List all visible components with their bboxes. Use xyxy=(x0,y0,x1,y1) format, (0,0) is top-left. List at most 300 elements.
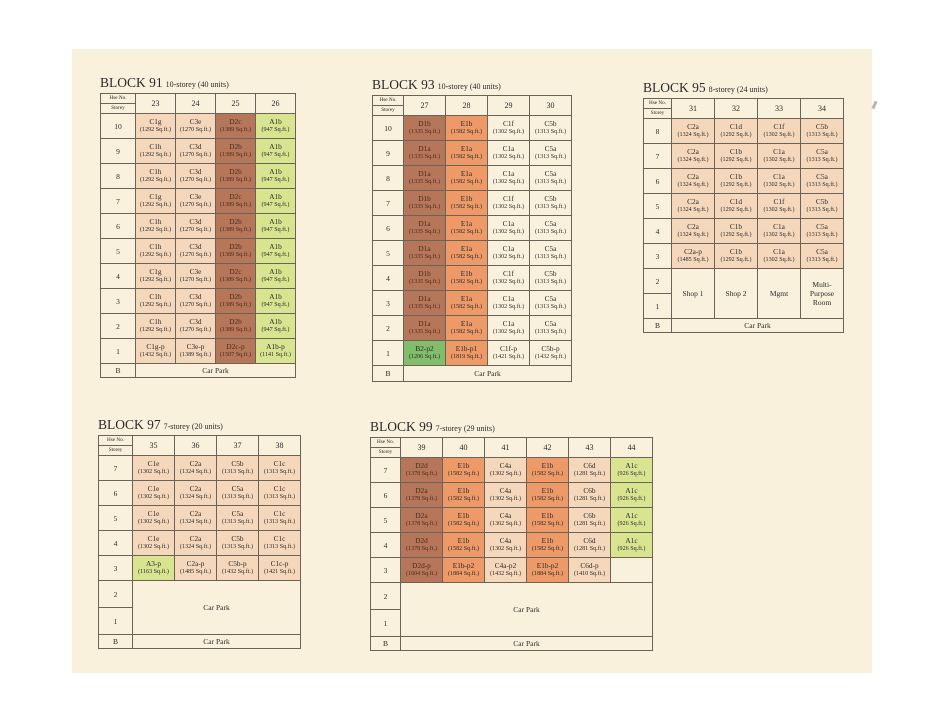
house-number: 25 xyxy=(216,94,256,114)
unit-cell xyxy=(530,291,572,316)
unit-cell xyxy=(672,194,715,219)
unit-area: (1313 Sq.ft.) xyxy=(535,153,566,160)
storey-row xyxy=(373,216,572,241)
storey-row xyxy=(101,289,296,314)
unit-cell xyxy=(758,194,801,219)
unit-cell xyxy=(136,314,176,339)
unit-area: (1582 Sq.ft.) xyxy=(451,203,482,210)
unit-cell xyxy=(259,531,301,556)
unit-area: (1313 Sq.ft.) xyxy=(535,328,566,335)
block-subtitle: 10-storey (40 units) xyxy=(165,80,229,89)
storey-row xyxy=(101,314,296,339)
storey-number: 1 xyxy=(101,339,136,364)
unit-area: (1324 Sq.ft.) xyxy=(180,493,211,500)
unit-cell xyxy=(404,191,446,216)
unit-area: (1389 Sq.ft.) xyxy=(220,151,251,158)
unit-cell xyxy=(136,189,176,214)
unit-type: C6d xyxy=(583,535,596,545)
block-name: BLOCK 93 xyxy=(372,77,435,92)
unit-area: (1292 Sq.ft.) xyxy=(140,226,171,233)
storey-label: Storey xyxy=(381,107,395,113)
storey-label: Storey xyxy=(111,105,125,111)
unit-type: A3-p xyxy=(146,558,161,568)
unit-area: (1270 Sq.ft.) xyxy=(180,276,211,283)
unit-type: D2d xyxy=(415,460,428,470)
unit-cell xyxy=(176,239,216,264)
unit-type: C2a xyxy=(687,171,699,181)
unit-cell xyxy=(672,144,715,169)
unit-type: D1a xyxy=(418,143,431,153)
unit-area: (1313 Sq.ft.) xyxy=(535,128,566,135)
storey-row xyxy=(373,291,572,316)
block-title xyxy=(643,78,844,98)
unit-area: (1292 Sq.ft.) xyxy=(140,326,171,333)
unit-cell xyxy=(404,141,446,166)
unit-cell xyxy=(758,244,801,269)
unit-type: D2a xyxy=(415,485,428,495)
unit-area: (1819 Sq.ft.) xyxy=(451,353,482,360)
unit-area: (947 Sq.ft.) xyxy=(261,151,290,158)
unit-area: (1410 Sq.ft.) xyxy=(574,570,605,577)
unit-cell xyxy=(176,314,216,339)
unit-area: (1389 Sq.ft.) xyxy=(220,226,251,233)
unit-cell xyxy=(611,508,653,533)
unit-area: (1378 Sq.ft.) xyxy=(406,545,437,552)
storey-row xyxy=(371,533,653,558)
unit-area: (1292 Sq.ft.) xyxy=(140,126,171,133)
pencil-mark xyxy=(871,101,877,110)
unit-type: C5b xyxy=(544,193,557,203)
unit-table xyxy=(370,437,653,651)
unit-cell xyxy=(216,114,256,139)
storey-number: 7 xyxy=(99,456,133,481)
unit-type: E1b xyxy=(457,535,470,545)
unit-cell xyxy=(133,456,175,481)
unit-type: C1f xyxy=(503,118,514,128)
unit-cell xyxy=(801,194,844,219)
house-number: 42 xyxy=(527,438,569,458)
unit-cell xyxy=(136,214,176,239)
unit-type: E1b xyxy=(460,268,473,278)
unit-area: (1582 Sq.ft.) xyxy=(451,303,482,310)
unit-type: D1a xyxy=(418,243,431,253)
unit-cell xyxy=(216,314,256,339)
unit-type: E1b xyxy=(457,460,470,470)
unit-area: (1324 Sq.ft.) xyxy=(180,468,211,475)
unit-cell xyxy=(256,239,296,264)
unit-cell xyxy=(216,189,256,214)
unit-type: D2b xyxy=(229,216,242,226)
unit-area: (1389 Sq.ft.) xyxy=(220,251,251,258)
unit-type: C1b xyxy=(729,221,743,231)
unit-cell xyxy=(569,558,611,583)
unit-type: C5a xyxy=(544,168,557,178)
hse-no-label: Hse No. xyxy=(101,94,135,104)
unit-area: (1389 Sq.ft.) xyxy=(180,351,211,358)
unit-cell xyxy=(446,266,488,291)
unit-cell xyxy=(176,339,216,364)
unit-cell xyxy=(530,241,572,266)
unit-area: (1302 Sq.ft.) xyxy=(763,131,795,138)
storey-number: 1 xyxy=(371,610,401,637)
unit-type: C5b xyxy=(544,268,557,278)
unit-area: (1302 Sq.ft.) xyxy=(493,203,524,210)
block-95 xyxy=(643,78,844,333)
unit-area: (1582 Sq.ft.) xyxy=(451,328,482,335)
unit-type: A1c xyxy=(625,510,638,520)
unit-type: A1b xyxy=(269,141,282,151)
unit-type: C1h xyxy=(149,291,162,301)
car-park-row xyxy=(371,583,653,610)
unit-cell xyxy=(488,166,530,191)
unit-cell xyxy=(401,508,443,533)
unit-cell xyxy=(569,458,611,483)
unit-cell xyxy=(136,114,176,139)
unit-type: C1a xyxy=(502,318,515,328)
unit-area: (1378 Sq.ft.) xyxy=(406,470,437,477)
unit-type: C1h xyxy=(149,216,162,226)
unit-area: (1313 Sq.ft.) xyxy=(806,231,838,238)
house-number: 41 xyxy=(485,438,527,458)
hse-no-label: Hse No. xyxy=(99,436,132,446)
unit-type: C1g xyxy=(149,266,162,276)
unit-type: C1e xyxy=(147,533,160,543)
unit-type: E1b xyxy=(460,118,473,128)
unit-type: C2a xyxy=(687,221,699,231)
storey-row xyxy=(373,141,572,166)
storey-number: 1 xyxy=(99,608,133,635)
unit-cell xyxy=(611,558,653,583)
storey-row xyxy=(644,169,844,194)
unit-cell xyxy=(485,508,527,533)
unit-area: (947 Sq.ft.) xyxy=(261,226,290,233)
unit-type: C6d xyxy=(583,460,596,470)
unit-type: C5b-p xyxy=(228,558,247,568)
unit-cell xyxy=(715,219,758,244)
unit-cell xyxy=(488,341,530,366)
block-name: BLOCK 99 xyxy=(370,419,433,434)
unit-cell xyxy=(715,194,758,219)
unit-type: E1a xyxy=(460,243,473,253)
unit-cell xyxy=(136,339,176,364)
unit-type: C1a xyxy=(773,171,785,181)
unit-area: (1313 Sq.ft.) xyxy=(806,206,838,213)
unit-cell xyxy=(446,241,488,266)
unit-cell xyxy=(217,506,259,531)
unit-cell xyxy=(256,164,296,189)
unit-cell xyxy=(485,483,527,508)
unit-cell xyxy=(801,144,844,169)
house-number: 43 xyxy=(569,438,611,458)
unit-cell xyxy=(136,239,176,264)
unit-type: C1a xyxy=(773,221,785,231)
unit-area: (1335 Sq.ft.) xyxy=(409,203,440,210)
unit-area: (1389 Sq.ft.) xyxy=(220,201,251,208)
unit-cell xyxy=(446,316,488,341)
house-number: 36 xyxy=(175,436,217,456)
unit-type: C5a xyxy=(544,243,557,253)
unit-area: (947 Sq.ft.) xyxy=(261,126,290,133)
unit-area: (1582 Sq.ft.) xyxy=(448,470,479,477)
unit-type: E1b xyxy=(457,510,470,520)
storey-number: 5 xyxy=(99,506,133,531)
house-number: 34 xyxy=(801,99,844,119)
unit-type: A1c xyxy=(625,460,638,470)
unit-cell xyxy=(527,508,569,533)
unit-cell xyxy=(443,483,485,508)
unit-cell xyxy=(446,166,488,191)
unit-area: (1335 Sq.ft.) xyxy=(409,278,440,285)
house-number: 26 xyxy=(256,94,296,114)
house-number: 33 xyxy=(758,99,801,119)
house-number: 23 xyxy=(136,94,176,114)
unit-cell xyxy=(133,531,175,556)
storey-number: 10 xyxy=(373,116,404,141)
storey-row xyxy=(101,139,296,164)
unit-cell xyxy=(404,266,446,291)
unit-area: (1507 Sq.ft.) xyxy=(220,351,251,358)
unit-type: C1f-p xyxy=(499,343,518,353)
unit-area: (1582 Sq.ft.) xyxy=(532,470,563,477)
unit-cell xyxy=(801,119,844,144)
floor-plan-page xyxy=(72,49,872,673)
unit-cell xyxy=(175,531,217,556)
unit-cell xyxy=(758,219,801,244)
unit-type: C2a xyxy=(189,483,202,493)
unit-area: (1324 Sq.ft.) xyxy=(677,181,709,188)
unit-area: (1313 Sq.ft.) xyxy=(806,156,838,163)
unit-type: C1b xyxy=(729,146,743,156)
unit-type: D2b xyxy=(229,141,242,151)
storey-row xyxy=(101,164,296,189)
unit-cell xyxy=(217,481,259,506)
storey-number: 7 xyxy=(373,191,404,216)
unit-cell xyxy=(530,141,572,166)
unit-area: (1206 Sq.ft.) xyxy=(409,353,440,360)
unit-area: (1324 Sq.ft.) xyxy=(677,156,709,163)
block-title xyxy=(372,75,572,95)
unit-area: (1324 Sq.ft.) xyxy=(180,543,211,550)
unit-cell xyxy=(256,339,296,364)
unit-type: C5b xyxy=(544,118,557,128)
unit-type: C1a xyxy=(773,146,785,156)
unit-cell xyxy=(259,506,301,531)
storey-number: 6 xyxy=(373,216,404,241)
unit-area: (1281 Sq.ft.) xyxy=(574,470,605,477)
unit-cell xyxy=(488,191,530,216)
unit-cell xyxy=(259,481,301,506)
unit-area: (947 Sq.ft.) xyxy=(261,251,290,258)
unit-area: (1270 Sq.ft.) xyxy=(180,251,211,258)
header-corner xyxy=(373,96,404,116)
storey-row xyxy=(373,241,572,266)
unit-cell xyxy=(256,289,296,314)
unit-area: (1302 Sq.ft.) xyxy=(493,128,524,135)
unit-type: C2a xyxy=(189,533,202,543)
unit-cell xyxy=(530,266,572,291)
unit-area: (1270 Sq.ft.) xyxy=(180,201,211,208)
storey-number: 2 xyxy=(101,314,136,339)
unit-area: (1389 Sq.ft.) xyxy=(220,301,251,308)
unit-type: D1a xyxy=(418,293,431,303)
storey-number: 5 xyxy=(101,239,136,264)
house-number: 32 xyxy=(715,99,758,119)
unit-cell xyxy=(672,119,715,144)
unit-area: (1270 Sq.ft.) xyxy=(180,226,211,233)
unit-area: (1302 Sq.ft.) xyxy=(763,231,795,238)
basement-label: B xyxy=(101,364,136,378)
unit-type: C1c xyxy=(273,508,286,518)
unit-type: C3e xyxy=(189,266,202,276)
unit-type: E1a xyxy=(460,293,473,303)
unit-cell xyxy=(216,339,256,364)
unit-area: (926 Sq.ft.) xyxy=(617,495,646,502)
basement-label: B xyxy=(371,637,401,651)
unit-type: C1f xyxy=(773,121,785,131)
basement-row xyxy=(373,366,572,382)
unit-type: C1a xyxy=(502,243,515,253)
unit-area: (1582 Sq.ft.) xyxy=(451,153,482,160)
unit-cell xyxy=(216,264,256,289)
unit-type: C1h xyxy=(149,241,162,251)
unit-cell xyxy=(404,116,446,141)
unit-cell xyxy=(446,291,488,316)
unit-cell xyxy=(527,558,569,583)
storey-row xyxy=(101,339,296,364)
house-number: 27 xyxy=(404,96,446,116)
house-number: 40 xyxy=(443,438,485,458)
unit-cell xyxy=(136,289,176,314)
unit-area: (1313 Sq.ft.) xyxy=(222,518,253,525)
unit-type: A1c xyxy=(625,485,638,495)
unit-type: A1b xyxy=(269,316,282,326)
unit-type: C1h xyxy=(149,166,162,176)
unit-cell xyxy=(443,533,485,558)
unit-area: (1389 Sq.ft.) xyxy=(220,276,251,283)
unit-area: (1302 Sq.ft.) xyxy=(138,518,169,525)
storey-number: 2 xyxy=(373,316,404,341)
storey-number: 6 xyxy=(371,483,401,508)
unit-cell xyxy=(715,144,758,169)
unit-cell xyxy=(758,144,801,169)
unit-type: D2b xyxy=(229,241,242,251)
unit-area: (1335 Sq.ft.) xyxy=(409,178,440,185)
unit-type: C3d xyxy=(189,141,202,151)
unit-type: C5b-p xyxy=(541,343,560,353)
unit-type: C5a xyxy=(816,221,828,231)
hse-no-label: Hse No. xyxy=(373,96,403,106)
header-corner xyxy=(371,438,401,458)
house-number: 24 xyxy=(176,94,216,114)
unit-cell xyxy=(216,239,256,264)
unit-area: (1582 Sq.ft.) xyxy=(448,495,479,502)
unit-cell xyxy=(404,166,446,191)
house-number: 44 xyxy=(611,438,653,458)
unit-type: C5a xyxy=(231,508,244,518)
unit-cell xyxy=(136,139,176,164)
unit-area: (1302 Sq.ft.) xyxy=(493,153,524,160)
unit-cell xyxy=(256,314,296,339)
unit-area: (1281 Sq.ft.) xyxy=(574,495,605,502)
unit-type: C1f xyxy=(503,193,514,203)
unit-cell xyxy=(527,483,569,508)
unit-type: C1e xyxy=(147,458,160,468)
storey-row xyxy=(101,189,296,214)
unit-type: C5a xyxy=(231,483,244,493)
unit-type: D2a xyxy=(415,510,428,520)
unit-type: E1b xyxy=(460,193,473,203)
unit-cell xyxy=(133,556,175,581)
basement-label: B xyxy=(373,366,404,382)
unit-area: (1884 Sq.ft.) xyxy=(448,570,479,577)
block-91 xyxy=(100,73,296,378)
unit-area: (947 Sq.ft.) xyxy=(261,176,290,183)
block-subtitle: 7-storey (20 units) xyxy=(163,422,223,431)
unit-area: (1292 Sq.ft.) xyxy=(140,251,171,258)
block-name: BLOCK 91 xyxy=(100,75,163,90)
unit-area: (926 Sq.ft.) xyxy=(617,520,646,527)
unit-type: C2a xyxy=(687,121,699,131)
unit-area: (1292 Sq.ft.) xyxy=(720,156,752,163)
unit-type: C1f xyxy=(503,268,514,278)
unit-cell xyxy=(530,341,572,366)
unit-area: (1313 Sq.ft.) xyxy=(535,303,566,310)
storey-row xyxy=(101,264,296,289)
hse-no-label: Hse No. xyxy=(371,438,400,448)
unit-type: C3e xyxy=(189,116,202,126)
unit-area: (1313 Sq.ft.) xyxy=(535,278,566,285)
basement-row xyxy=(371,637,653,651)
unit-area: (1582 Sq.ft.) xyxy=(448,545,479,552)
unit-type: A1b xyxy=(269,216,282,226)
unit-type: D1b xyxy=(418,193,431,203)
unit-cell xyxy=(256,139,296,164)
unit-cell xyxy=(176,114,216,139)
unit-cell xyxy=(530,116,572,141)
unit-area: (1324 Sq.ft.) xyxy=(180,518,211,525)
unit-type: D1a xyxy=(418,318,431,328)
storey-number: 6 xyxy=(99,481,133,506)
header-row xyxy=(101,94,296,114)
unit-cell xyxy=(611,458,653,483)
unit-cell xyxy=(530,216,572,241)
unit-cell xyxy=(758,119,801,144)
unit-area: (1324 Sq.ft.) xyxy=(677,206,709,213)
unit-type: C1g xyxy=(149,191,162,201)
unit-cell xyxy=(176,289,216,314)
unit-type: C4a xyxy=(499,460,512,470)
unit-type: D1b xyxy=(418,118,431,128)
unit-cell xyxy=(404,216,446,241)
unit-type: D2c xyxy=(229,266,242,276)
storey-row xyxy=(99,506,301,531)
unit-cell xyxy=(216,214,256,239)
car-park-area: Car Park xyxy=(401,583,653,637)
house-number: 29 xyxy=(488,96,530,116)
unit-type: A1b xyxy=(269,266,282,276)
unit-area: (1281 Sq.ft.) xyxy=(574,545,605,552)
storey-row xyxy=(99,456,301,481)
unit-cell xyxy=(404,316,446,341)
unit-type: E1b xyxy=(541,510,554,520)
commercial-unit: Shop 1 xyxy=(672,269,715,319)
storey-number: 4 xyxy=(99,531,133,556)
storey-row xyxy=(373,266,572,291)
commercial-unit: Shop 2 xyxy=(715,269,758,319)
unit-cell xyxy=(569,483,611,508)
storey-number: 7 xyxy=(101,189,136,214)
unit-type: C1c-p xyxy=(270,558,289,568)
